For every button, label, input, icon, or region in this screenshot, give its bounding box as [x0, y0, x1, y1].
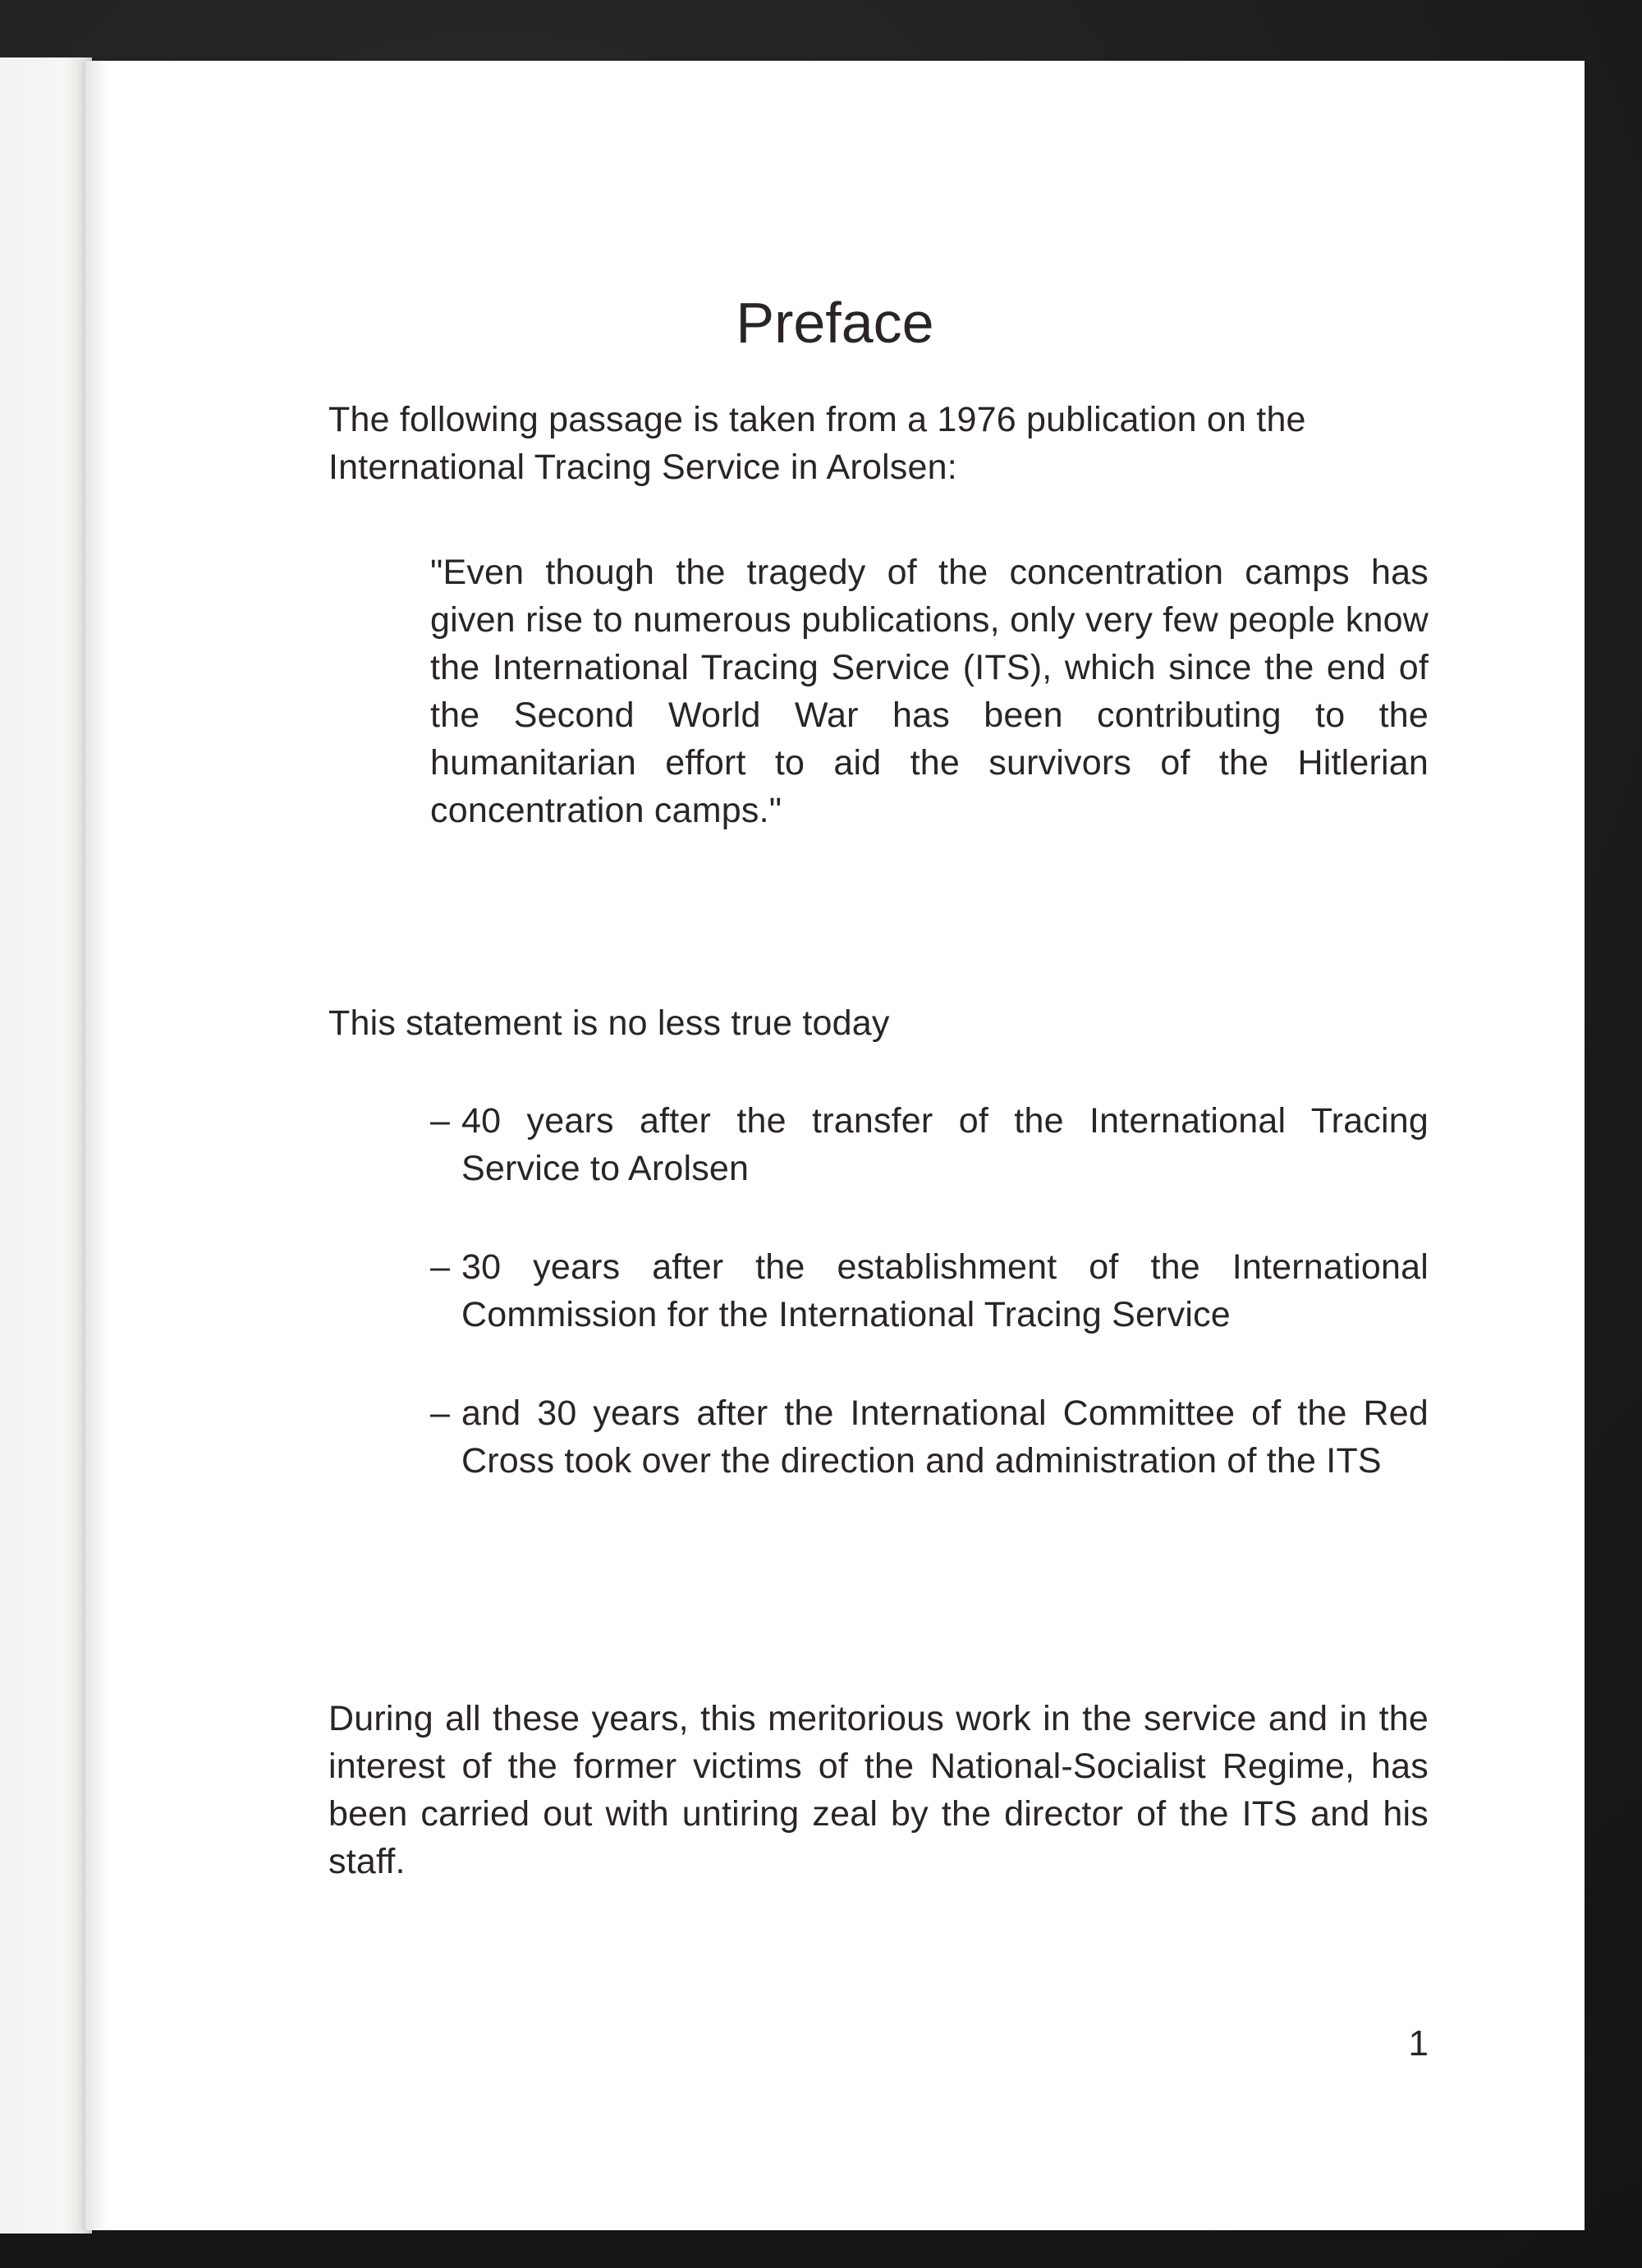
statement-paragraph: This statement is no less true today	[328, 1003, 890, 1043]
list-item-text: 40 years after the transfer of the International Tracing Service to Arolsen	[461, 1101, 1429, 1188]
list-dash: –	[430, 1247, 451, 1287]
list-item-text: and 30 years after the International Committee of the Red Cross took over the direction and administration of the ITS	[461, 1393, 1429, 1481]
page-gutter-shadow	[85, 61, 108, 2230]
intro-paragraph: The following passage is taken from a 1976 publication on the International Tracing Service in Arolsen:	[328, 400, 1306, 487]
page-title: Preface	[736, 290, 934, 355]
list-item	[430, 1097, 1429, 1192]
closing-paragraph: During all these years, this meritorious work in the service and in the interest of the former victims of the National-Socialist Regime, has been carried out with untiring zeal by the director of the ITS and his staff.	[328, 1699, 1429, 1881]
list-dash: –	[430, 1393, 451, 1433]
page-number: 1	[1408, 2023, 1429, 2064]
document-page	[85, 61, 1585, 2230]
list-item-text: 30 years after the establishment of the International Commission for the International Tracing Service	[461, 1247, 1429, 1334]
list-item	[430, 1243, 1429, 1338]
quoted-passage: "Even though the tragedy of the concentration camps has given rise to numerous publications, only very few people know the International Tracing Service (ITS), which since the end of the Second World War has been contributing to the humanitarian effort to aid the survivors of the Hitlerian concentration camps."	[430, 553, 1429, 830]
anniversary-list	[430, 1097, 1429, 1536]
list-item	[430, 1389, 1429, 1485]
list-dash: –	[430, 1101, 451, 1141]
facing-page-edge	[0, 57, 92, 2234]
